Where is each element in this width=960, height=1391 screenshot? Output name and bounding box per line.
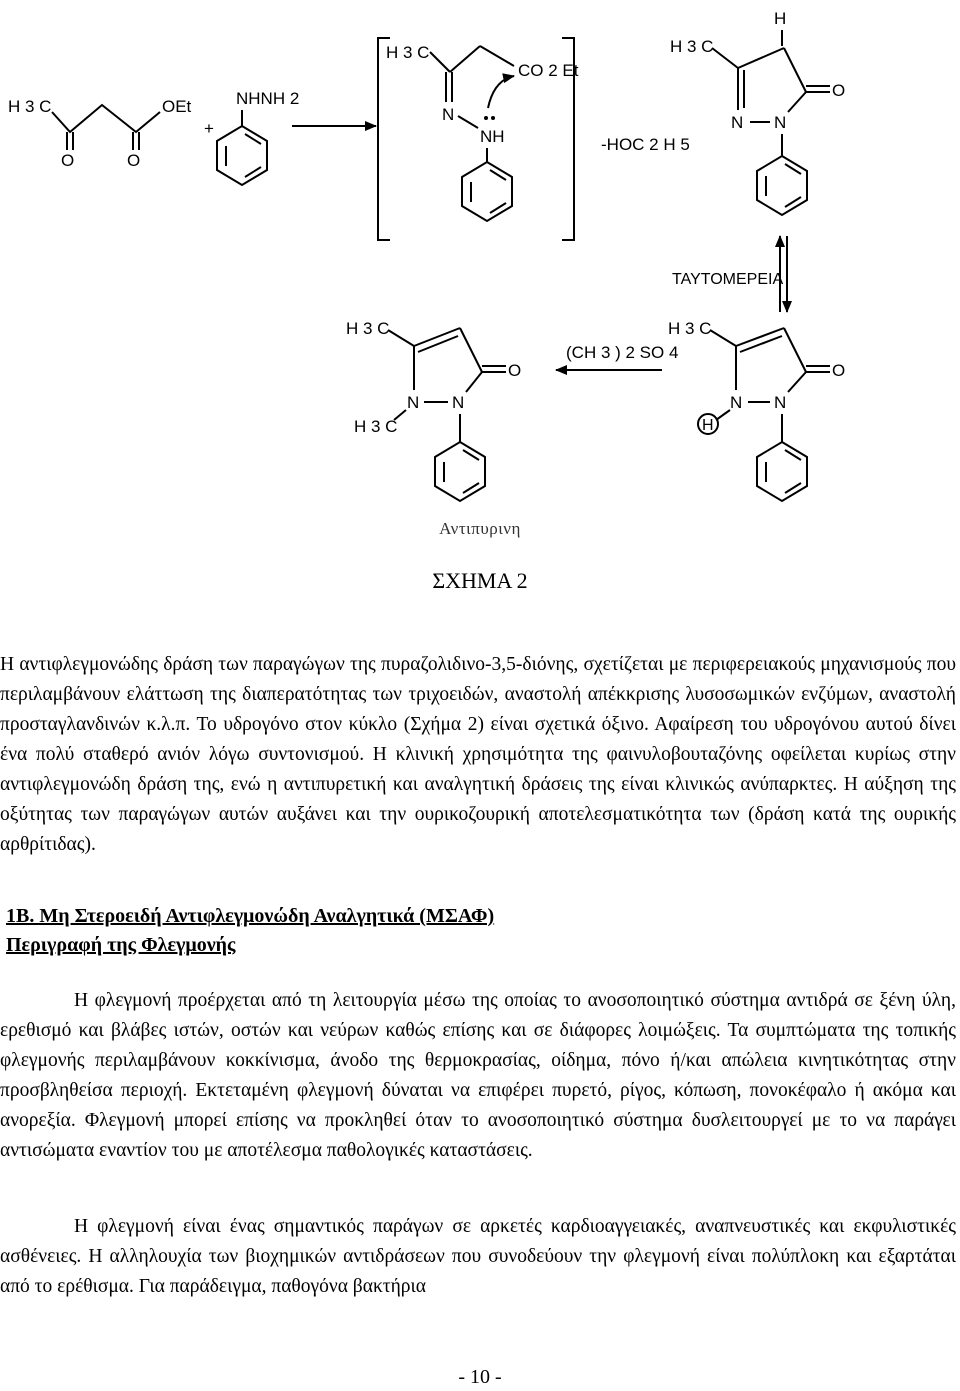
body-paragraph: Η φλεγμονή προέρχεται από τη λειτουργία μέσω της οποίας το ανοσοποιητικό σύστημα αντιδρά σε ξένη ύλη, ερεθισμό και βλάβες ιστών, οστών και νεύρων καθώς επίσης και σε διάφορες λοιμώξεις. Τα συμπτώματα της τοπικής φλεγμονής περιλαμβάνουν κοκκίνισμα, άνοδο της θερμοκρασίας, οίδημα, πόνο ή/και απώλεια κινητικότητας στην προσβληθείσα περιοχή. Εκτεταμένη φλεγμονή δύναται να επιφέρει πυρετό, ρίγος, κόπωση, πονοκέφαλο ή ακόμα και ανορεξία. Φλεγμονή μπορεί επίσης να προκληθεί όταν το ανοσοποιητικό σύστημα δυσλειτουργεί με το να παράγει αντισώματα εναντίον του με αποτέλεσμα παθολογικές καταστάσεις.: [0, 990, 956, 1161]
lone-pair-dot: [484, 116, 488, 120]
ring-nitrogen-label: N: [731, 113, 744, 132]
antipyrine-caption: Αντιπυρινη: [439, 519, 521, 538]
methyl-label: H 3 C: [670, 37, 714, 56]
elimination-label: -HOC 2 H 5: [601, 135, 690, 154]
carbonyl-oxygen-label: O: [61, 151, 75, 170]
electron-push-arrow: [488, 76, 514, 108]
ester-label: CO 2 Et: [518, 61, 579, 80]
plus-sign: +: [204, 119, 214, 138]
ring-nitrogen-label: N: [730, 393, 743, 412]
carbonyl-oxygen-label: O: [832, 361, 846, 380]
ring-nitrogen-label: N: [774, 113, 787, 132]
hydrogen-label: H: [702, 417, 714, 434]
page-number: - 10 -: [458, 1366, 502, 1388]
reagent-label: (CH 3 ) 2 SO 4: [566, 343, 679, 362]
pyrazolone-tautomer-structure: [668, 319, 845, 501]
amine-label: NH: [480, 127, 505, 146]
antipyrine-structure: [346, 319, 521, 501]
body-paragraph: Η φλεγμονή είναι ένας σημαντικός παράγων σε αρκετές καρδιοαγγειακές, αναπνευστικές και εκφυλιστικές ασθένειες. Η αλληλουχία των βιοχημικών αντιδράσεων που συνοδεύουν την φλεγμονή είναι πολύπλοκη και εξαρτάται από το ερέθισμα. Για παράδειγμα, παθογόνα βακτήρια: [0, 1216, 956, 1297]
imine-nitrogen-label: N: [442, 105, 455, 124]
hydrogen-label: H: [774, 9, 787, 28]
body-paragraph: Η αντιφλεγμονώδης δράση των παραγώγων της πυραζολιδινο-3,5-διόνης, σχετίζεται με περιφερειακούς μηχανισμούς που περιλαμβάνουν ελάττωση της διαπερατότητας των τριχοειδών, αναστολή απέκκρισης λυσοσωμικών ενζύμων, αναστολή προσταγλανδινών κ.λ.π. Το υδρογόνο στον κύκλο (Σχήμα 2) είναι σχετικά όξινο. Αφαίρεση του υδρογόνου αυτού δίνει ένα πολύ σταθερό ανιόν λόγω συντονισμού. Η κλινική χρησιμότητα της φαινυλοβουταζόνης οφείλεται κυρίως στην αντιφλεγμονώδη δράση της, ενώ η αντιπυρετική και αναλγητική δράσεις της είναι κλινικώς ανύπαρκτες. Η αύξηση της οξύτητας των παραγώγων αυτών αυξάνει και την ουρικοζουρική αποτελεσματικότητα των (δράση κατά της ουρικής αρθρίτιδας).: [0, 654, 956, 855]
figure-title: ΣΧΗΜΑ 2: [432, 568, 528, 593]
ethyl-acetoacetate-structure: [8, 97, 192, 170]
ring-nitrogen-label: N: [452, 393, 465, 412]
phenylhydrazine-structure: [217, 89, 299, 185]
methyl-label: H 3 C: [346, 319, 390, 338]
ring-nitrogen-label: N: [407, 393, 420, 412]
section-heading: 1Β. Μη Στεροειδή Αντιφλεγμονώδη Αναλγητικά (ΜΣΑΦ): [6, 905, 495, 927]
methyl-label: H 3 C: [668, 319, 712, 338]
tautomerism-label: ΤΑΥΤΟΜΕΡΕΙΑ: [672, 271, 784, 288]
methyl-label: H 3 C: [8, 97, 52, 116]
carbonyl-oxygen-label: O: [127, 151, 141, 170]
hydrazine-label: NHNH 2: [236, 89, 300, 108]
lone-pair-dot: [491, 116, 495, 120]
n-methyl-label: H 3 C: [354, 417, 398, 436]
reaction-scheme: [0, 0, 960, 580]
carbonyl-oxygen-label: O: [832, 81, 846, 100]
pyrazolone-structure: [670, 9, 845, 215]
methyl-label: H 3 C: [386, 43, 430, 62]
subsection-heading: Περιγραφή της Φλεγμονής: [6, 934, 236, 956]
left-bracket: [378, 38, 390, 240]
ethoxy-label: OEt: [162, 97, 192, 116]
carbonyl-oxygen-label: O: [508, 361, 522, 380]
ring-nitrogen-label: N: [774, 393, 787, 412]
hydrazone-intermediate-structure: [378, 38, 579, 240]
